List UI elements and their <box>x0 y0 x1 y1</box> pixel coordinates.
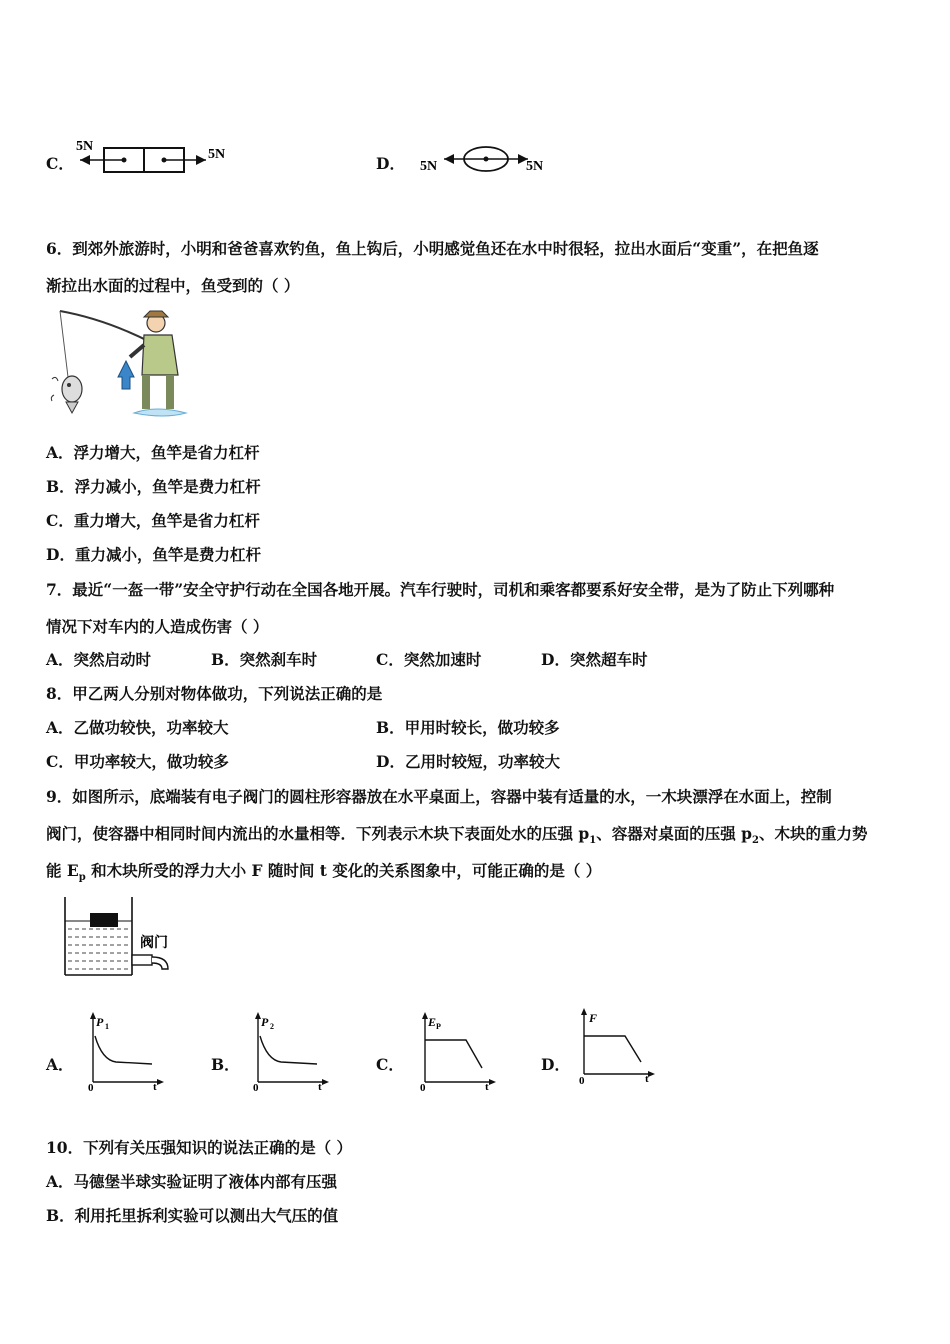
q10-option-a: A．马德堡半球实验证明了液体内部有压强 <box>46 1172 338 1191</box>
q8-option-c: C．甲功率较大，做功较多 <box>46 752 229 771</box>
container-valve-figure <box>60 895 180 981</box>
q8-option-a: A．乙做功较快，功率较大 <box>46 718 229 737</box>
q9-graph-b <box>251 1012 331 1092</box>
q9-graph-c-axis: E <box>428 1015 437 1029</box>
q9-graph-a-axis-sub: 1 <box>105 1022 109 1031</box>
q9-graph-d-label: D． <box>541 1055 570 1074</box>
q10-option-b: B．利用托里拆利实验可以测出大气压的值 <box>46 1206 339 1225</box>
q9-graph-c-origin: 0 <box>420 1082 426 1094</box>
q6-option-c: C．重力增大，鱼竿是省力杠杆 <box>46 511 260 530</box>
q9-graph-c-t: t <box>485 1081 489 1093</box>
q9-graph-d <box>577 1008 657 1088</box>
valve-label: 阀门 <box>140 936 168 951</box>
q6-option-b: B．浮力减小，鱼竿是费力杠杆 <box>46 477 261 496</box>
q6-stem-line2: 渐拉出水面的过程中，鱼受到的（ ） <box>46 276 300 295</box>
q5-option-d-label: D． <box>376 154 405 173</box>
q7-option-a: A．突然启动时 <box>46 650 152 669</box>
q9-graph-a-origin: 0 <box>88 1082 94 1094</box>
q9-graph-a-label: A． <box>46 1055 74 1074</box>
q7-option-d: D．突然超车时 <box>541 650 648 669</box>
q7-stem-line2: 情况下对车内的人造成伤害（ ） <box>46 617 269 636</box>
q7-option-b: B．突然刹车时 <box>211 650 318 669</box>
q5-d-left-force: 5N <box>420 159 438 174</box>
q6-stem-line1: 6．到郊外旅游时，小明和爸爸喜欢钓鱼，鱼上钩后，小明感觉鱼还在水中时很轻，拉出水面后“变重”，在把鱼逐 <box>46 239 819 258</box>
q9-stem-line1: 9．如图所示，底端装有电子阀门的圆柱形容器放在水平桌面上，容器中装有适量的水，一木块漂浮在水面上，控制 <box>46 787 832 806</box>
q10-stem: 10．下列有关压强知识的说法正确的是（ ） <box>46 1138 352 1157</box>
q9-graph-d-axis: F <box>589 1011 598 1025</box>
q6-option-d: D．重力减小，鱼竿是费力杠杆 <box>46 545 261 564</box>
q9-graph-c-label: C． <box>376 1055 404 1074</box>
q5-option-c-label: C． <box>46 154 74 173</box>
q9-graph-b-axis-sub: 2 <box>270 1022 274 1031</box>
q9-graph-b-label: B． <box>211 1055 240 1074</box>
q9-graph-d-origin: 0 <box>579 1075 585 1087</box>
q9-graph-a <box>86 1012 166 1092</box>
q9-graph-d-t: t <box>645 1073 649 1085</box>
q9-stem-line2: 阀门，使容器中相同时间内流出的水量相等．下列表示木块下表面处水的压强 $p_1$、容器对桌面的压强 $p_2$、木块的重力势 <box>46 824 868 847</box>
q8-stem: 8．甲乙两人分别对物体做功，下列说法正确的是 <box>46 684 383 703</box>
q8-option-b: B．甲用时较长，做功较多 <box>376 718 560 737</box>
q9-stem-line3: 能 $E_p$ 和木块所受的浮力大小 F 随时间 t 变化的关系图象中，可能正确的是（ ） <box>46 861 602 884</box>
q9-graph-c-axis-sub: P <box>436 1022 441 1031</box>
q7-option-c: C．突然加速时 <box>376 650 482 669</box>
q5-c-right-force: 5N <box>208 147 226 162</box>
q7-stem-line1: 7．最近“一盔一带”安全守护行动在全国各地开展。汽车行驶时，司机和乘客都要系好安全带，是为了防止下列哪种 <box>46 580 835 599</box>
q9-graph-b-t: t <box>318 1081 322 1093</box>
q9-graph-a-t: t <box>153 1081 157 1093</box>
q5-option-c-figure <box>72 138 242 180</box>
q9-graph-c <box>418 1012 498 1092</box>
q5-d-right-force: 5N <box>526 159 544 174</box>
q9-graph-a-axis: P <box>96 1015 104 1029</box>
q9-graph-b-axis: P <box>261 1015 269 1029</box>
fishing-illustration <box>46 305 196 425</box>
q6-option-a: A．浮力增大，鱼竿是省力杠杆 <box>46 443 260 462</box>
q9-graph-b-origin: 0 <box>253 1082 259 1094</box>
q8-option-d: D．乙用时较短，功率较大 <box>376 752 560 771</box>
q5-option-d-figure <box>418 140 558 180</box>
q5-c-left-force: 5N <box>76 139 94 154</box>
